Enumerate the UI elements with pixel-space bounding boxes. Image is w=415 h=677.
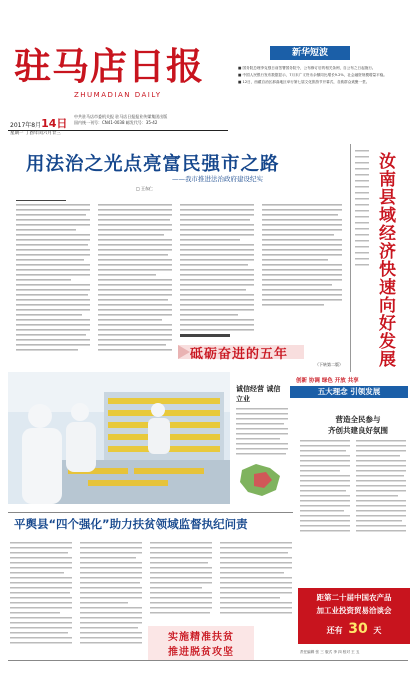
- caption-title: 诚信经营 诚信立业: [236, 384, 281, 403]
- main-subtitle: ——我市推进法治政府建设纪实: [172, 175, 263, 183]
- publisher-line: 中共驻马店市委机关报 驻马店日报报业传媒集团出版: [74, 114, 168, 119]
- banner-title: 砥砺奋进的五年: [190, 347, 289, 362]
- countdown-box: [298, 588, 410, 644]
- issue-day: 14日: [41, 117, 68, 130]
- side-article: [315, 146, 411, 372]
- inset-line-1: 实施精准扶贫: [168, 632, 234, 643]
- countdown-pre: 还有: [326, 626, 343, 635]
- masthead-title: 驻马店日报: [14, 44, 204, 88]
- side-text-lines: [355, 150, 371, 360]
- brief-title: 新华短波: [270, 46, 350, 60]
- lunar-date: 丁酉年闰六月廿三: [24, 131, 61, 136]
- contact-line: 国内统一刊号：CN41-0038 邮发代号：35-42: [74, 119, 158, 125]
- footer-credits: 责任编辑 张 三 版式 李 四 校对 王 五: [300, 650, 360, 654]
- inset-line-2: 推进脱贫攻坚: [168, 647, 234, 658]
- right-article-lines: [300, 440, 410, 540]
- side-continued: （下转第二版）: [315, 362, 343, 367]
- factory-photo-illustration: [8, 372, 230, 504]
- main-headline-block: [12, 146, 347, 196]
- article-body-columns: [12, 200, 347, 360]
- brief-item: ■ 国务院总理李克强日前签署国务院令，公布修订后的相关条例，自公布之日起施行。: [238, 66, 376, 70]
- main-headline: 用法治之光点亮富民强市之路: [26, 154, 280, 175]
- issue-date-block: [10, 112, 70, 136]
- issue-date: 2017年8月: [10, 122, 42, 129]
- caption-text-lines: [236, 408, 294, 508]
- countdown-days: 30: [348, 621, 368, 637]
- slogan-bottom: 五大理念 引领发展: [290, 386, 408, 398]
- bottom-headline: 平舆县“四个强化”助力扶贫领域监督执纪问责: [14, 517, 248, 531]
- text-columns: [12, 200, 347, 360]
- map-graphic: [240, 464, 280, 496]
- issue-info: [74, 114, 224, 125]
- countdown-line-2: 加工业投资贸易洽谈会: [316, 606, 392, 615]
- countdown-line-1: 距第二十届中国农产品: [316, 593, 392, 602]
- side-headline: 汝南县域经济快速向好发展: [375, 152, 395, 368]
- byline: □ 王东仁: [136, 186, 154, 191]
- brief-item: ■ 12日，西藏自治区那曲地区举行第七届文化旅游节开幕式，各族群众欢聚一堂。: [238, 80, 370, 84]
- feature-photo: [8, 372, 230, 504]
- slogan-top: 创新 协调 绿色 开放 共享: [296, 378, 359, 384]
- photo-caption-box: [236, 380, 294, 504]
- right-article: [300, 412, 410, 542]
- banner: [176, 340, 306, 364]
- right-article-title: 营造全民参与 齐创共建良好氛围: [328, 415, 388, 435]
- brief-item: ■ 中国人民银行发布数据显示，7月末广义货币余额同比增长9.2%，社会融资规模增量平稳。: [238, 73, 387, 77]
- brief-box: [238, 46, 408, 134]
- inset-slogan-box: [148, 626, 254, 660]
- masthead-english: ZHUMADIAN DAILY: [74, 91, 162, 99]
- countdown-unit: 天: [373, 626, 382, 635]
- slogan-banner: [290, 374, 408, 404]
- weekday: 星期一: [10, 131, 24, 136]
